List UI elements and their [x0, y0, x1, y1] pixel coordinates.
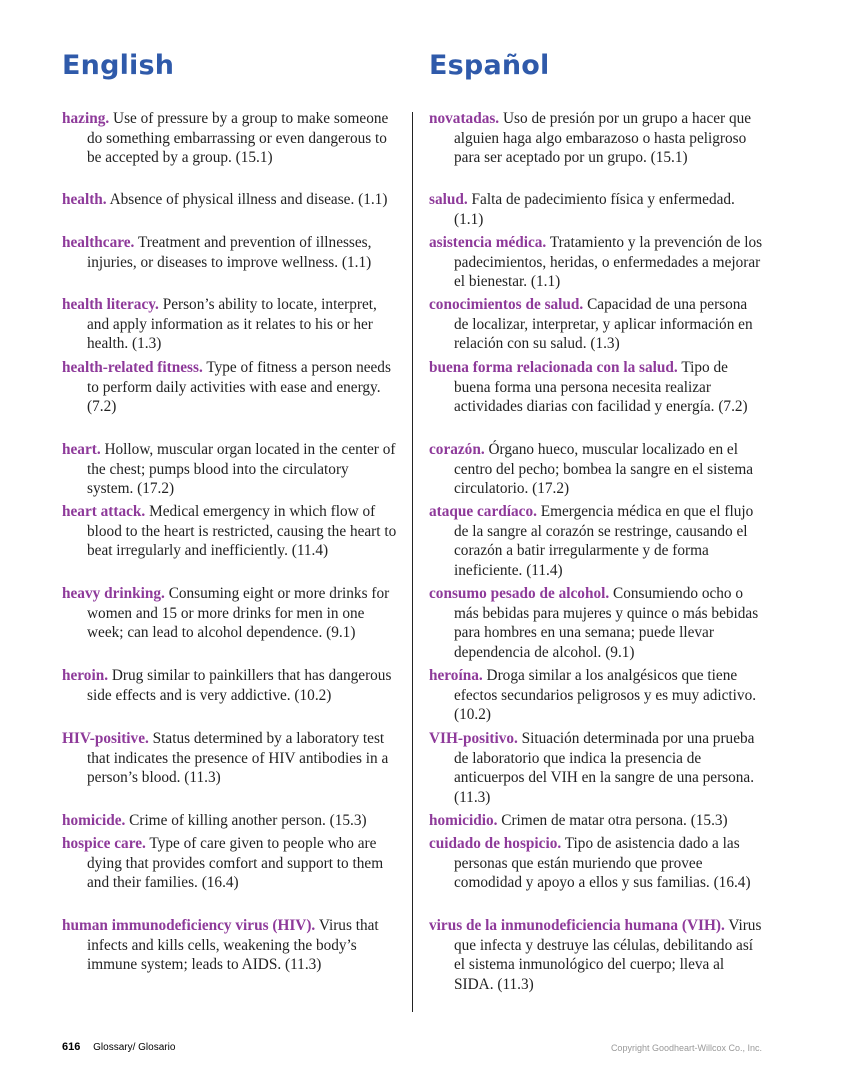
- glossary-entry: [62, 190, 398, 210]
- glossary-entry: [62, 729, 398, 788]
- glossary-definition: Virus que infecta y destruye las células, debilitando así el sistema inmunológico del cuerpo; lleva al SIDA. (11.3): [454, 917, 762, 993]
- glossary-entry: [429, 666, 765, 725]
- glossary-definition: Absence of physical illness and disease. (1.1): [109, 191, 388, 208]
- glossary-definition: Capacidad de una persona de localizar, interpretar, y aplicar información en relación con su salud. (1.3): [454, 296, 753, 353]
- glossary-definition: Consumiendo ocho o más bebidas para mujeres y quince o más bebidas para hombres en una semana; puede llevar dependencia de alcohol. (9.1): [454, 585, 759, 661]
- glossary-entry: [62, 502, 398, 561]
- glossary-definition: Type of fitness a person needs to perform daily activities with ease and energy. (7.2): [87, 359, 391, 416]
- glossary-term: health literacy.: [62, 296, 159, 313]
- glossary-definition: Uso de presión por un grupo a hacer que alguien haga algo embarazoso o hasta peligroso para ser aceptado por un grupo. (15.1): [454, 110, 752, 167]
- glossary-term: asistencia médica.: [429, 234, 547, 251]
- glossary-definition: Virus that infects and kills cells, weakening the body’s immune system; leads to AIDS. (11.3): [87, 917, 379, 974]
- glossary-entry: [429, 729, 765, 807]
- glossary-definition: Crimen de matar otra persona. (15.3): [501, 812, 728, 829]
- glossary-entry: [62, 233, 398, 272]
- glossary-definition: Droga similar a los analgésicos que tiene efectos secundarios peligrosos y es muy adictivo. (10.2): [454, 667, 757, 724]
- glossary-term: homicidio.: [429, 812, 498, 829]
- glossary-entry: [62, 916, 398, 975]
- glossary-entry: [429, 502, 765, 580]
- glossary-term: HIV-positive.: [62, 730, 149, 747]
- glossary-entry: [62, 834, 398, 893]
- glossary-term: homicide.: [62, 812, 126, 829]
- glossary-definition: Type of care given to people who are dying that provides comfort and support to them and their families. (16.4): [87, 835, 384, 892]
- english-heading: English: [62, 50, 175, 81]
- glossary-term: healthcare.: [62, 234, 135, 251]
- glossary-entry: [429, 233, 765, 292]
- glossary-entry: [429, 109, 765, 168]
- section-name: Glossary/ Glosario: [93, 1042, 176, 1053]
- glossary-entry: [62, 358, 398, 417]
- glossary-entry: [62, 666, 398, 705]
- glossary-term: heroína.: [429, 667, 483, 684]
- glossary-definition: Use of pressure by a group to make someone do something embarrassing or even dangerous to be accepted by a group. (15.1): [87, 110, 389, 167]
- glossary-term: health-related fitness.: [62, 359, 203, 376]
- glossary-entry: [429, 834, 765, 893]
- glossary-definition: Tipo de asistencia dado a las personas que están muriendo que provee comodidad y apoyo a ellos y sus familias. (16.4): [454, 835, 751, 892]
- glossary-term: ataque cardíaco.: [429, 503, 537, 520]
- spanish-heading: Español: [429, 50, 550, 81]
- glossary-definition: Hollow, muscular organ located in the center of the chest; pumps blood into the circulatory system. (17.2): [87, 441, 396, 498]
- glossary-term: corazón.: [429, 441, 485, 458]
- glossary-definition: Crime of killing another person. (15.3): [129, 812, 367, 829]
- glossary-entry: [62, 295, 398, 354]
- glossary-entry: [429, 440, 765, 499]
- glossary-term: heart attack.: [62, 503, 146, 520]
- glossary-definition: Órgano hueco, muscular localizado en el centro del pecho; bombea la sangre en el sistema circulatorio. (17.2): [454, 441, 754, 498]
- copyright: Copyright Goodheart-Willcox Co., Inc.: [610, 1043, 762, 1053]
- glossary-entry: [62, 109, 398, 168]
- glossary-term: cuidado de hospicio.: [429, 835, 562, 852]
- glossary-term: novatadas.: [429, 110, 500, 127]
- glossary-entry: [429, 584, 765, 662]
- glossary-term: consumo pesado de alcohol.: [429, 585, 610, 602]
- glossary-term: conocimientos de salud.: [429, 296, 584, 313]
- glossary-definition: Situación determinada por una prueba de laboratorio que indica la presencia de anticuerpos del VIH en la sangre de una persona. (11.3): [454, 730, 755, 806]
- glossary-definition: Treatment and prevention of illnesses, injuries, or diseases to improve wellness. (1.1): [87, 234, 372, 271]
- glossary-entry: [429, 295, 765, 354]
- footer-left: [62, 1041, 175, 1053]
- glossary-definition: Tipo de buena forma una persona necesita realizar actividades diarias con facilidad y energía. (7.2): [454, 359, 748, 416]
- glossary-term: hospice care.: [62, 835, 146, 852]
- glossary-entry: [62, 584, 398, 643]
- glossary-definition: Status determined by a laboratory test that indicates the presence of HIV antibodies in a person’s blood. (11.3): [87, 730, 389, 787]
- glossary-entry: [62, 440, 398, 499]
- glossary-term: buena forma relacionada con la salud.: [429, 359, 678, 376]
- glossary-entry: [429, 916, 765, 994]
- glossary-definition: Medical emergency in which flow of blood to the heart is restricted, causing the heart to beat irregularly and inefficiently. (11.4): [87, 503, 397, 560]
- glossary-term: heroin.: [62, 667, 109, 684]
- glossary-term: salud.: [429, 191, 468, 208]
- glossary-definition: Person’s ability to locate, interpret, and apply information as it relates to his or her health. (1.3): [87, 296, 377, 353]
- glossary-term: VIH-positivo.: [429, 730, 518, 747]
- glossary-definition: Emergencia médica en que el flujo de la sangre al corazón se restringe, causando el corazón a batir irregularmente y de forma ineficiente. (11.4): [454, 503, 754, 579]
- glossary-entry: [429, 358, 765, 417]
- glossary-definition: Falta de padecimiento física y enfermedad. (1.1): [454, 191, 735, 228]
- glossary-term: human immunodeficiency virus (HIV).: [62, 917, 316, 934]
- glossary-term: heart.: [62, 441, 101, 458]
- glossary-definition: Consuming eight or more drinks for women and 15 or more drinks for men in one week; can lead to alcohol dependence. (9.1): [87, 585, 390, 642]
- glossary-entry: [62, 811, 398, 831]
- glossary-term: health.: [62, 191, 107, 208]
- column-divider: [412, 112, 413, 1012]
- glossary-entry: [429, 811, 765, 831]
- glossary-term: heavy drinking.: [62, 585, 165, 602]
- glossary-definition: Tratamiento y la prevención de los padecimientos, heridas, o enfermedades a mejorar el bienestar. (1.1): [454, 234, 763, 291]
- glossary-entry: [429, 190, 765, 229]
- glossary-term: virus de la inmunodeficiencia humana (VIH).: [429, 917, 725, 934]
- glossary-definition: Drug similar to painkillers that has dangerous side effects and is very addictive. (10.2): [87, 667, 392, 704]
- page-number: 616: [62, 1041, 81, 1053]
- glossary-term: hazing.: [62, 110, 110, 127]
